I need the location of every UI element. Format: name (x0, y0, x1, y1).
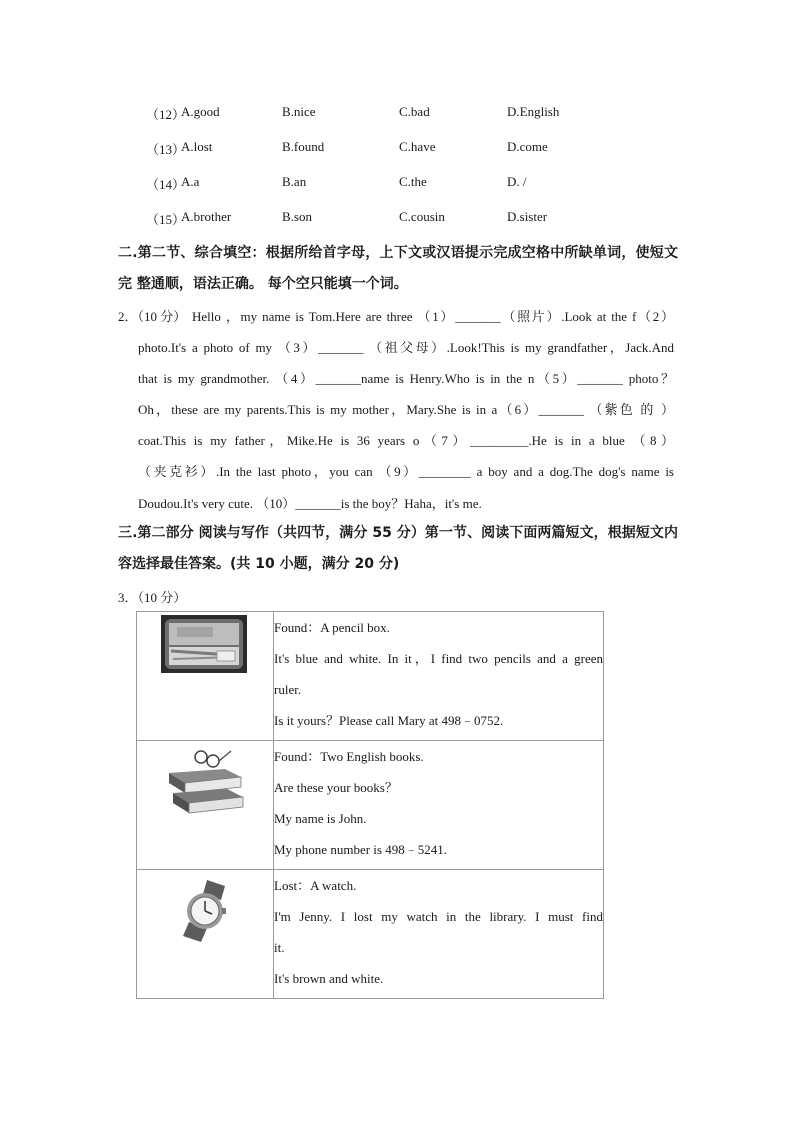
option-d: D.sister (507, 209, 548, 224)
notice-line: Found：A pencil box. (274, 620, 390, 635)
option-c: C.bad (399, 104, 430, 119)
pencil-box-image (137, 612, 273, 677)
option-a: A.lost (181, 139, 213, 154)
notice-line: Found：Two English books. (274, 749, 424, 764)
option-b: B.son (282, 209, 312, 224)
notice-line: My name is John. (274, 811, 367, 826)
option-number: （14） (146, 177, 186, 192)
option-b: B.found (282, 139, 325, 154)
option-number: （15） (146, 212, 186, 227)
notice-table (136, 611, 604, 999)
notice-line: I'm Jenny. I lost my watch in the library. I must find (274, 909, 603, 924)
option-c: C.the (399, 174, 427, 189)
notice-picture-cell (137, 741, 274, 870)
notice-line: It's brown and white. (274, 971, 384, 986)
passage-line: Doudou.It's very cute. （10）_______is the boy？Haha，it's me. (138, 496, 482, 511)
question-3-label: 3．（10 分） (118, 590, 187, 605)
notice-picture-cell (137, 870, 274, 999)
notice-picture-cell (137, 612, 274, 741)
notice-text-cell (274, 612, 604, 741)
watch-image (137, 870, 273, 948)
option-a: A.good (181, 104, 220, 119)
section-3-heading-line2: 容选择最佳答案。(共 10 小题，满分 20 分) (118, 556, 400, 572)
notice-row (137, 870, 604, 999)
option-row-15 (0, 209, 794, 229)
option-d: D.come (507, 139, 548, 154)
notice-text-cell (274, 741, 604, 870)
passage-line: Oh，these are my parents.This is my mother，Mary.She is in a（6）_______ （紫色 的 ） (138, 402, 674, 417)
option-c: C.have (399, 139, 436, 154)
option-b: B.nice (282, 104, 316, 119)
passage-line: （夹克衫）.In the last photo，you can （9）________ a boy and a dog.The dog's name is (138, 464, 674, 479)
section-2-heading-line2: 完 整通顺，语法正确。 每个空只能填一个词。 (118, 276, 408, 292)
notice-line: it. (274, 940, 285, 955)
notice-text-cell (274, 870, 604, 999)
passage-line: photo.It's a photo of my （3）_______ （祖父母）.Look!This is my grandfather，Jack.And (138, 340, 674, 355)
option-number: （12） (146, 107, 186, 122)
notice-line: Is it yours？Please call Mary at 498﹣0752. (274, 713, 504, 728)
option-row-14 (0, 174, 794, 194)
option-b: B.an (282, 174, 307, 189)
passage-line: that is my grandmother. （4）_______name is Henry.Who is in the n（5）_______ photo？ (138, 371, 674, 386)
option-row-12 (0, 104, 794, 124)
section-3-heading-line1: 三.第二部分 阅读与写作（共四节，满分 55 分）第一节、阅读下面两篇短文，根据短文内 (118, 525, 678, 541)
option-number: （13） (146, 142, 186, 157)
notice-line: ruler. (274, 682, 302, 697)
books-image (137, 741, 273, 821)
notice-line: My phone number is 498﹣5241. (274, 842, 447, 857)
option-a: A.brother (181, 209, 232, 224)
notice-line: Lost：A watch. (274, 878, 357, 893)
section-2-heading-line1: 二.第二节、综合填空：根据所给首字母，上下文或汉语提示完成空格中所缺单词，使短文 (118, 245, 678, 261)
passage-line: coat.This is my father，Mike.He is 36 years o（7）_________.He is in a blue （8） (138, 433, 674, 448)
option-row-13 (0, 139, 794, 159)
notice-row (137, 741, 604, 870)
section-2-heading (118, 238, 678, 300)
section-3-heading (118, 518, 678, 580)
passage-line: Hello ，my name is Tom.Here are three （1）_______（照片）.Look at the f（2） (192, 309, 674, 324)
notice-line: Are these your books？ (274, 780, 398, 795)
option-a: A.a (181, 174, 200, 189)
option-d: D. / (507, 174, 527, 189)
notice-row (137, 612, 604, 741)
option-d: D.English (507, 104, 560, 119)
notice-line: It's blue and white. In it，I find two pencils and a green (274, 651, 603, 666)
question-2-label: 2．（10 分） (118, 309, 187, 324)
option-c: C.cousin (399, 209, 445, 224)
